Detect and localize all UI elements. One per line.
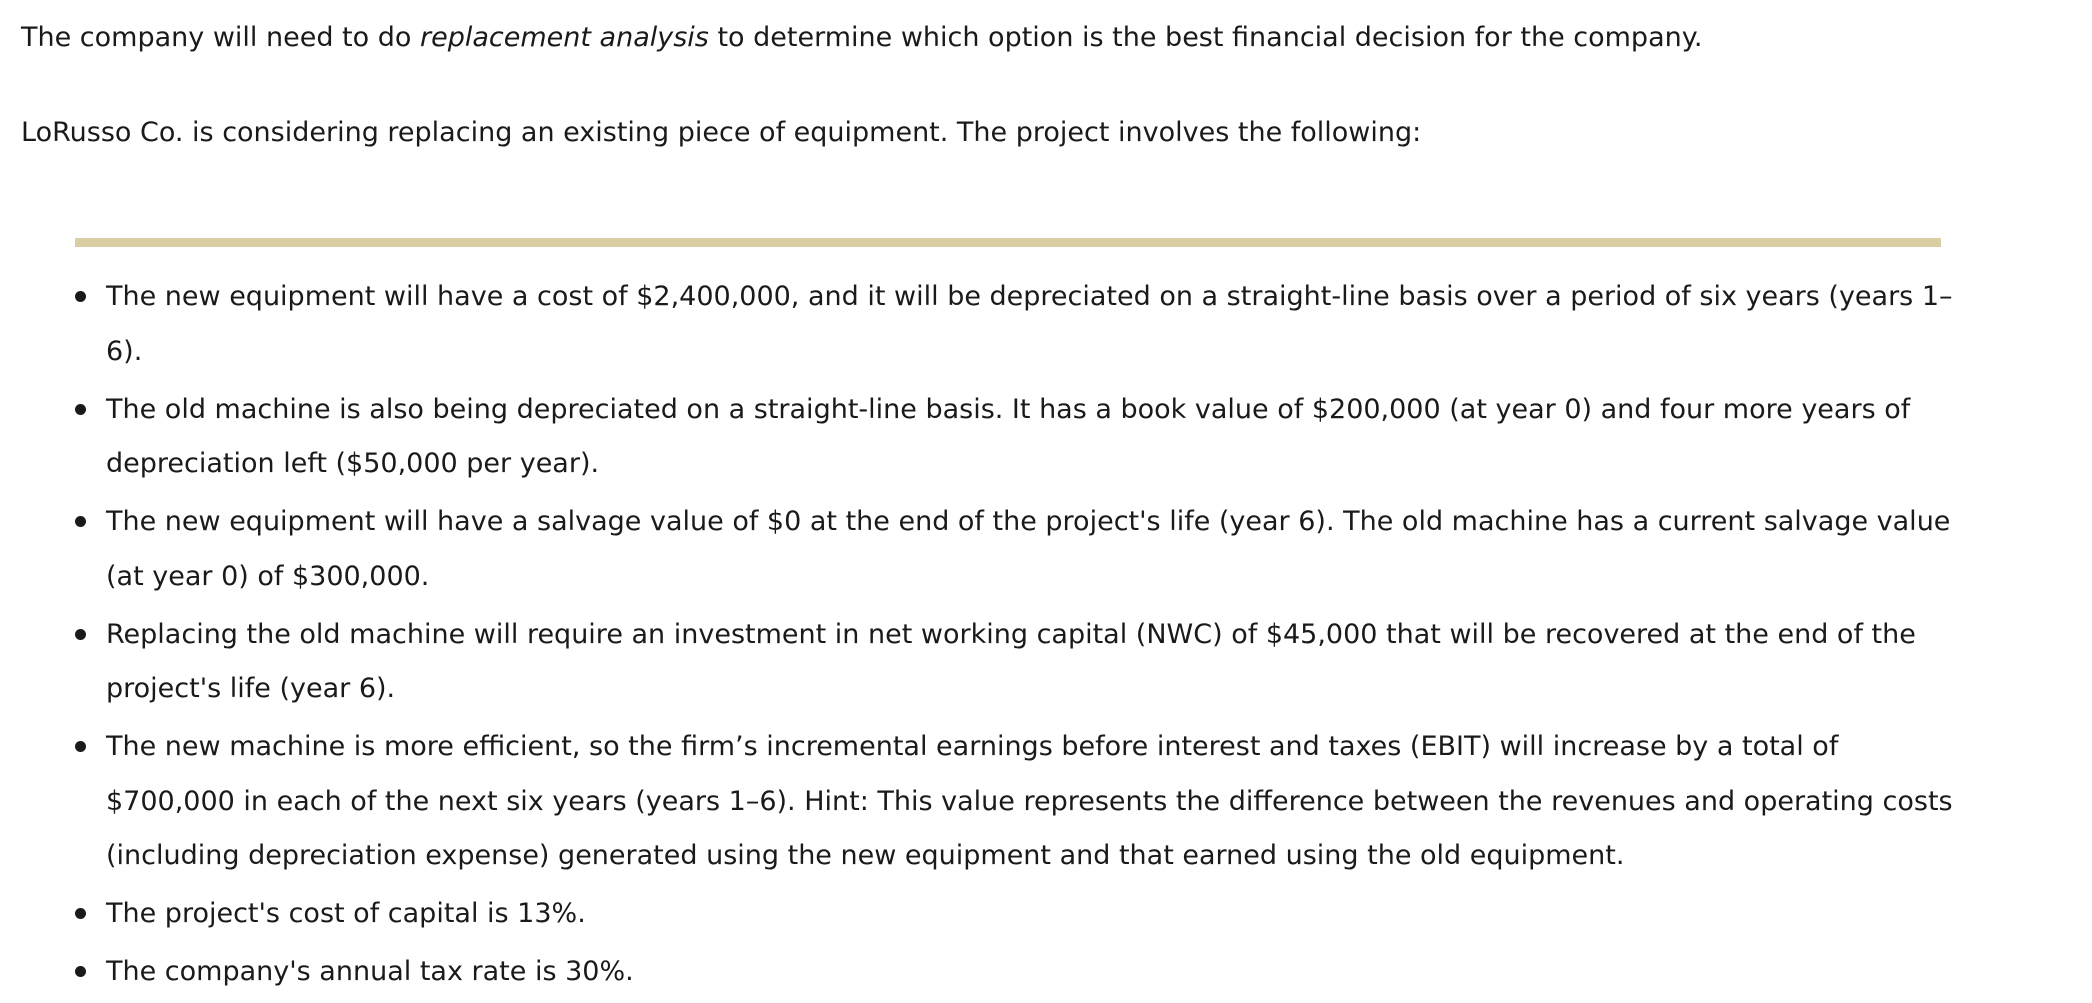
list-item-text: The company's annual tax rate is 30%. bbox=[106, 956, 634, 987]
bullet-dot-icon bbox=[75, 629, 86, 640]
list-item bbox=[75, 887, 1955, 942]
lead-paragraph: LoRusso Co. is considering replacing an existing piece of equipment. The project involves the following: bbox=[21, 117, 1422, 148]
list-item bbox=[75, 720, 1955, 884]
list-item-text: The old machine is also being depreciated on a straight-line basis. It has a book value of $200,000 (at year 0) and four more years of depreciation left ($50,000 per year). bbox=[106, 393, 1911, 479]
bullet-dot-icon bbox=[75, 741, 86, 752]
list-item-text: The new machine is more efficient, so the firm’s incremental earnings before interest and taxes (EBIT) will increase by a total of $700,000 in each of the next six years (years 1–6). Hint: This value represents the difference between the revenues and operating costs (including depreciation expense) generated using the new equipment and that earned using the old equipment. bbox=[106, 731, 1953, 871]
list-item-text: The new equipment will have a cost of $2,400,000, and it will be depreciated on a straight-line basis over a period of six years (years 1–6). bbox=[106, 281, 1953, 367]
section-divider bbox=[75, 238, 1941, 247]
list-item bbox=[75, 945, 1955, 1000]
list-item-text: The project's cost of capital is 13%. bbox=[106, 898, 586, 929]
bullet-dot-icon bbox=[75, 404, 86, 415]
bullet-dot-icon bbox=[75, 966, 86, 977]
bullet-dot-icon bbox=[75, 908, 86, 919]
list-item-text: Replacing the old machine will require an investment in net working capital (NWC) of $45,000 that will be recovered at the end of the project's life (year 6). bbox=[106, 618, 1916, 704]
list-item-text: The new equipment will have a salvage value of $0 at the end of the project's life (year 6). The old machine has a current salvage value (at year 0) of $300,000. bbox=[106, 506, 1951, 592]
list-item bbox=[75, 270, 1955, 379]
intro-paragraph bbox=[21, 18, 1702, 58]
bullet-dot-icon bbox=[75, 291, 86, 302]
list-item bbox=[75, 383, 1955, 492]
intro-emphasis: replacement analysis bbox=[419, 22, 709, 53]
list-item bbox=[75, 608, 1955, 717]
project-details-list bbox=[75, 270, 1955, 1003]
intro-text-after: to determine which option is the best financial decision for the company. bbox=[708, 22, 1703, 53]
list-item bbox=[75, 495, 1955, 604]
bullet-dot-icon bbox=[75, 516, 86, 527]
intro-text-before: The company will need to do bbox=[21, 22, 420, 53]
